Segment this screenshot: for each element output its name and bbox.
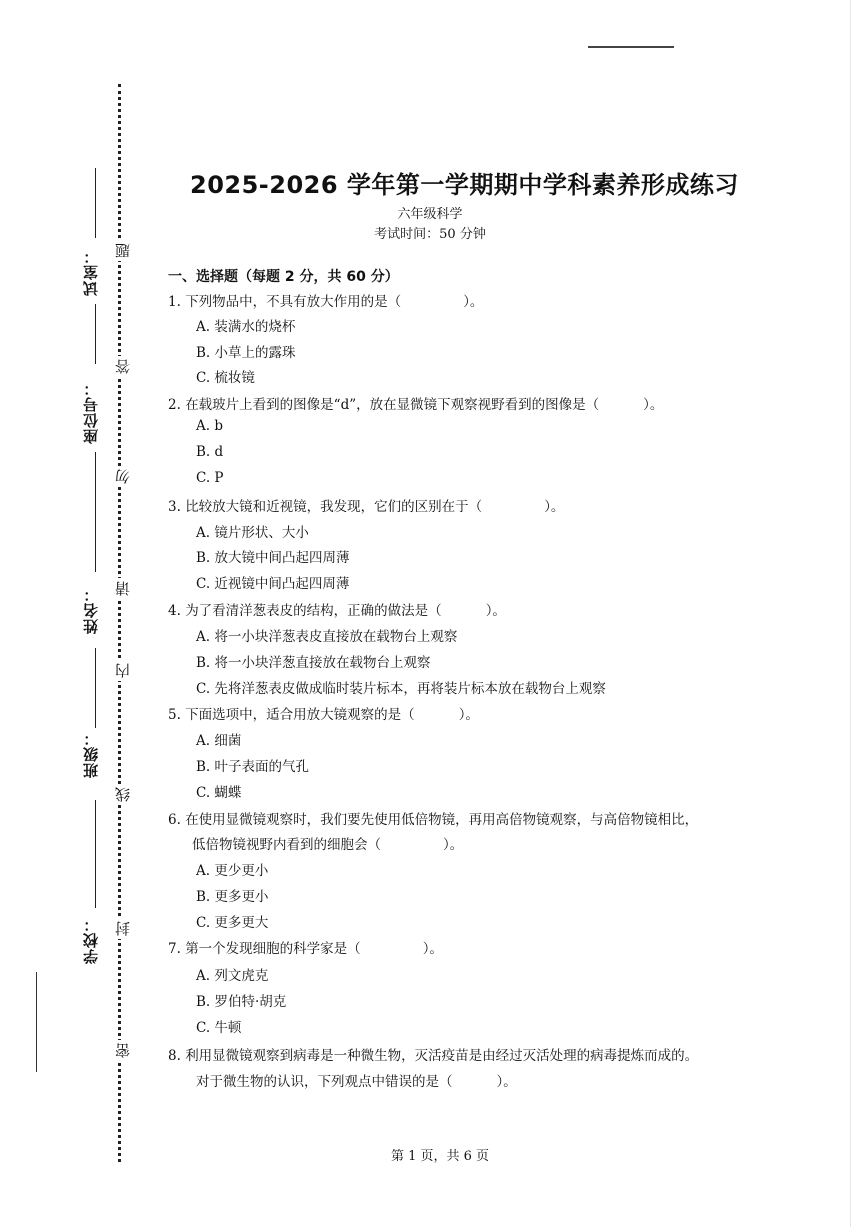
option: B. 叶子表面的气孔 [196, 759, 310, 775]
option: A. b [196, 418, 223, 434]
question-text: 下列物品中，不具有放大作用的是（ [185, 294, 402, 310]
binding-note: 密 [116, 1040, 131, 1061]
question-8 [168, 1044, 698, 1064]
option: B. 更多更小 [196, 889, 269, 905]
field-name: 姓名： [82, 586, 100, 634]
question-6-continued: 低倍物镜视野内看到的细胞会（ ）。 [192, 837, 464, 853]
question-number: 2. [168, 397, 181, 413]
question-1: 1. 下列物品中，不具有放大作用的是（ ）。 [168, 294, 484, 310]
field-school: 学校： [82, 916, 100, 964]
option: B. 罗伯特·胡克 [196, 994, 287, 1010]
question-number: 3. [168, 499, 181, 515]
question-number: 7. [168, 941, 181, 957]
top-rule [588, 46, 674, 48]
question-text: 为了看清洋葱表皮的结构，正确的做法是（ [185, 603, 442, 619]
page-edge [850, 0, 851, 1227]
field-room: 试室： [82, 248, 100, 296]
binding-note: 线 [116, 784, 131, 805]
option: C. 更多更大 [196, 915, 269, 931]
option: B. 放大镜中间凸起四周薄 [196, 550, 350, 566]
question-2: 2. 在载玻片上看到的图像是“d”，放在显微镜下观察视野看到的图像是（ ）。 [168, 397, 664, 413]
exam-title: 2025-2026 学年第一学期期中学科素养形成练习 [190, 171, 739, 199]
question-number: 6. [168, 812, 181, 828]
field-underline [95, 648, 96, 728]
margin-rule [36, 972, 37, 1072]
option: B. 小草上的露珠 [196, 345, 296, 361]
question-8-continued: 对于微生物的认识，下列观点中错误的是（ ）。 [196, 1074, 517, 1090]
option: C. P [196, 470, 224, 486]
question-3: 3. 比较放大镜和近视镜，我发现，它们的区别在于（ ）。 [168, 499, 565, 515]
binding-note: 题 [116, 240, 131, 261]
field-seat: 座位号： [82, 380, 100, 444]
question-6 [168, 808, 698, 828]
option: C. 先将洋葱表皮做成临时装片标本，再将装片标本放在载物台上观察 [196, 681, 606, 697]
field-underline [95, 800, 96, 908]
option: A. 更少更小 [196, 863, 269, 879]
option: C. 梳妆镜 [196, 370, 255, 386]
question-4: 4. 为了看清洋葱表皮的结构，正确的做法是（ ）。 [168, 603, 506, 619]
option: C. 牛顿 [196, 1020, 242, 1036]
section-title: 一、选择题（每题 2 分，共 60 分） [168, 269, 399, 285]
question-text: 在载玻片上看到的图像是“d”，放在显微镜下观察视野看到的图像是（ [185, 397, 600, 413]
question-7: 7. 第一个发现细胞的科学家是（ ）。 [168, 941, 443, 957]
question-text: 比较放大镜和近视镜，我发现，它们的区别在于（ [185, 499, 483, 515]
binding-note: 内 [116, 660, 131, 681]
question-number: 1. [168, 294, 181, 310]
option: A. 细菌 [196, 733, 242, 749]
binding-note: 勿 [116, 466, 131, 487]
question-text: 在使用显微镜观察时，我们要先使用低倍物镜，再用高倍物镜观察，与高倍物镜相比， [185, 812, 699, 828]
question-text: 利用显微镜观察到病毒是一种微生物，灭活疫苗是由经过灭活处理的病毒提炼而成的。 [185, 1048, 699, 1064]
question-text: 第一个发现细胞的科学家是（ [185, 941, 361, 957]
field-underline [95, 304, 96, 364]
field-class: 班级： [82, 730, 100, 778]
binding-note: 请 [116, 578, 131, 599]
option: C. 蝴蝶 [196, 785, 242, 801]
question-number: 5. [168, 707, 181, 723]
option: A. 镜片形状、大小 [196, 525, 309, 541]
option: B. d [196, 444, 224, 460]
page-number: 第 1 页，共 6 页 [390, 1149, 490, 1164]
exam-time: 考试时间：50 分钟 [374, 227, 486, 242]
option: A. 装满水的烧杯 [196, 319, 296, 335]
question-5: 5. 下面选项中，适合用放大镜观察的是（ ）。 [168, 707, 479, 723]
binding-note: 封 [116, 918, 131, 939]
option: A. 将一小块洋葱表皮直接放在载物台上观察 [196, 629, 458, 645]
question-number: 4. [168, 603, 181, 619]
question-text: 下面选项中，适合用放大镜观察的是（ [185, 707, 415, 723]
exam-subtitle: 六年级科学 [397, 207, 463, 222]
question-number: 8. [168, 1048, 181, 1064]
option: C. 近视镜中间凸起四周薄 [196, 576, 350, 592]
binding-note: 答 [116, 356, 131, 377]
field-underline [95, 168, 96, 238]
field-underline [95, 452, 96, 572]
option: B. 将一小块洋葱直接放在载物台上观察 [196, 655, 431, 671]
option: A. 列文虎克 [196, 968, 269, 984]
